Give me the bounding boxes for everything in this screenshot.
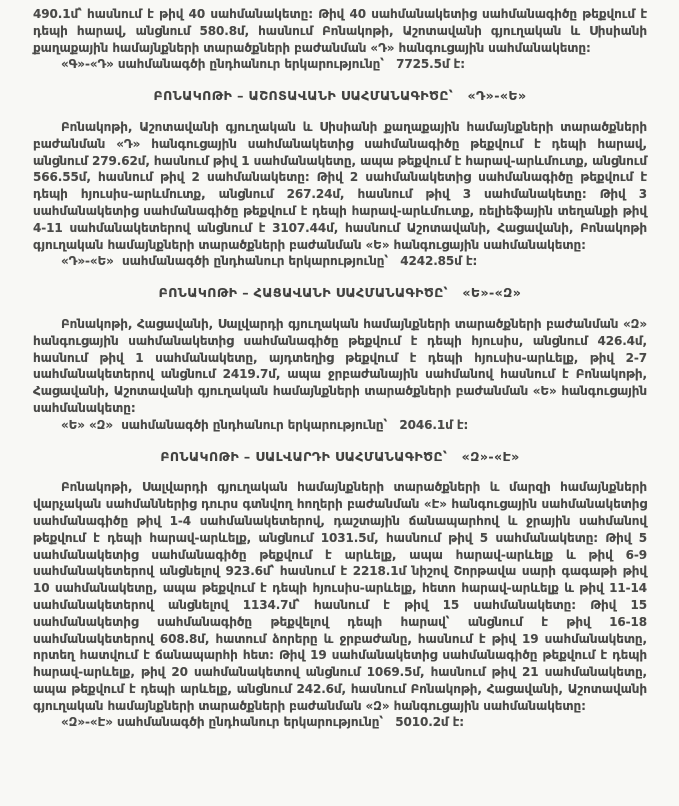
total-length-line-z-e: «Զ»-«Է» սահմանագծի ընդհանուր երկարությունը՝ 5010.2մ է: (61, 715, 465, 730)
section-heading-bonakot-ashotavan: ԲՈՆԱԿՈԹԻ – ԱՇՈՏԱՎԱՆԻ ՍԱՀՄԱՆԱԳԻԾԸ՝ «Դ»-«Ե» (153, 88, 527, 104)
section-heading-bonakot-hatsavan: ԲՈՆԱԿՈԹԻ – ՀԱՑԱՎԱՆԻ ՍԱՀՄԱՆԱԳԻԾԸ՝ «Ե»-«Զ» (158, 285, 522, 301)
continuation-paragraph: 490.1մ՝ հասնում է թիվ 40 սահմանակետը: Թիվ 40 սահմանակետից սահմանագիծը թեքվում է դեպի հարավ, անցնում 580.8մ, հասնում Բոնակոթի, Աշոտավանի գյուղական և Սիսիանի քաղաքային համայնքների տարածքների բաժանման «Դ» հանգուցային սահմանակետը: (33, 7, 647, 55)
section-body-bonakot-salvard: Բոնակոթի, Սալվարդի գյուղական համայնքների տարածքների և մարզի համայնքների վարչական սահմաններից դուրս գտնվող հողերի բաժանման «Է» հանգուցային սահմանակետից սահմանագիծը թիվ 1-4 սահմանակետերով, դաշտային ճանապարհով և ջրային սահմանով թեքվում է դեպի հարավ-արևելք, անցնում 1031.5մ, հասնում թիվ 5 սահմանակետը: Թիվ 5 սահմանակետից սահմանագիծը թեքվում է արևելք, ապա հարավ-արևելք և թիվ 6-9 սահմանակետերով անցնելով 923.6մ՝ հասնում է 2218.1մ նիշով Շորթավա սարի գագաթի թիվ 10 սահմանակետը, ապա թեքվում է դեպի հյուսիս-արևելք, հետո հարավ-արևելք և թիվ 11-14 սահմանակետերով անցնելով 1134.7մ՝ հասնում է թիվ 15 սահմանակետը: Թիվ 15 սահմանակետից սահմանագիծը թեքվելով դեպի հարավ՝ անցնում է թիվ 16-18 սահմանակետերով 608.8մ, հատում ձորերը և ջրբաժանը, հասնում է թիվ 19 սահմանակետը, որտեղ հատվում է ճանապարհի հետ: Թիվ 19 սահմանակետից սահմանագիծը թեքվում է դեպի հարավ-արևելք, թիվ 20 սահմանակետով անցնում 1069.5մ, հասնում թիվ 21 սահմանակետը, ապա թեքվում է դեպի արևելք, անցնում 242.6մ, հասնում Բոնակոթի, Հացավանի, Աշոտավանի գյուղական համայնքների տարածքների բաժանման «Զ» հանգուցային սահմանակետը: (33, 480, 647, 713)
total-length-line-e-z: «Ե» «Զ» սահմանագծի ընդհանուր երկարությունը՝ 2046.1մ է: (61, 417, 469, 432)
section-heading-bonakot-salvard: ԲՈՆԱԿՈԹԻ – ՍԱԼՎԱՐԴԻ ՍԱՀՄԱՆԱԳԻԾԸ՝ «Զ»-«Է» (160, 448, 520, 464)
section-body-bonakot-ashotavan: Բոնակոթի, Աշոտավանի գյուղական և Սիսիանի քաղաքային համայնքների տարածքների բաժանման «Դ» հանգուցային սահմանակետից սահմանագիծը թեքվում է դեպի հարավ, անցնում 279.62մ, հասնում թիվ 1 սահմանակետը, ապա թեքվում է հարավ-արևմուտք, անցնում 566.55մ, հասնում թիվ 2 սահմանակետը: Թիվ 2 սահմանակետից սահմանագիծը թեքվում է դեպի հյուսիս-արևմուտք, անցնում 267.24մ, հասնում թիվ 3 սահմանակետը: Թիվ 3 սահմանակետից սահմանագիծը թեքվում է դեպի հարավ-արևմուտք, ռելիեֆային տեղանքի թիվ 4-11 սահմանակետերով անցնում է 3107.44մ, հասնում Աշոտավանի, Հացավանի, Բոնակոթի գյուղական համայնքների տարածքների բաժանման «Ե» հանգուցային սահմանակետը: (33, 119, 647, 252)
section-body-bonakot-hatsavan: Բոնակոթի, Հացավանի, Սալվարդի գյուղական համայնքների տարածքների բաժանման «Զ» հանգուցային սահմանակետից սահմանագիծը թեքվում է դեպի հյուսիս, անցնում 426.4մ, հասնում թիվ 1 սահմանակետը, այդտեղից թեքվում է դեպի հյուսիս-արևելք, թիվ 2-7 սահմանակետերով անցնում 2419.7մ, ապա ջրբաժանային սահմանով հասնում է Բոնակոթի, Հացավանի, Աշոտավանի գյուղական համայնքների տարածքների բաժանման «Ե» հանգուցային սահմանակետը: (33, 316, 647, 415)
total-length-line-d-e: «Դ»-«Ե» սահմանագծի ընդհանուր երկարությունը՝ 4242.85մ է: (61, 254, 478, 269)
total-length-line-g-d: «Գ»-«Դ» սահմանագծի ընդհանուր երկարությունը՝ 7725.5մ է: (61, 57, 465, 72)
